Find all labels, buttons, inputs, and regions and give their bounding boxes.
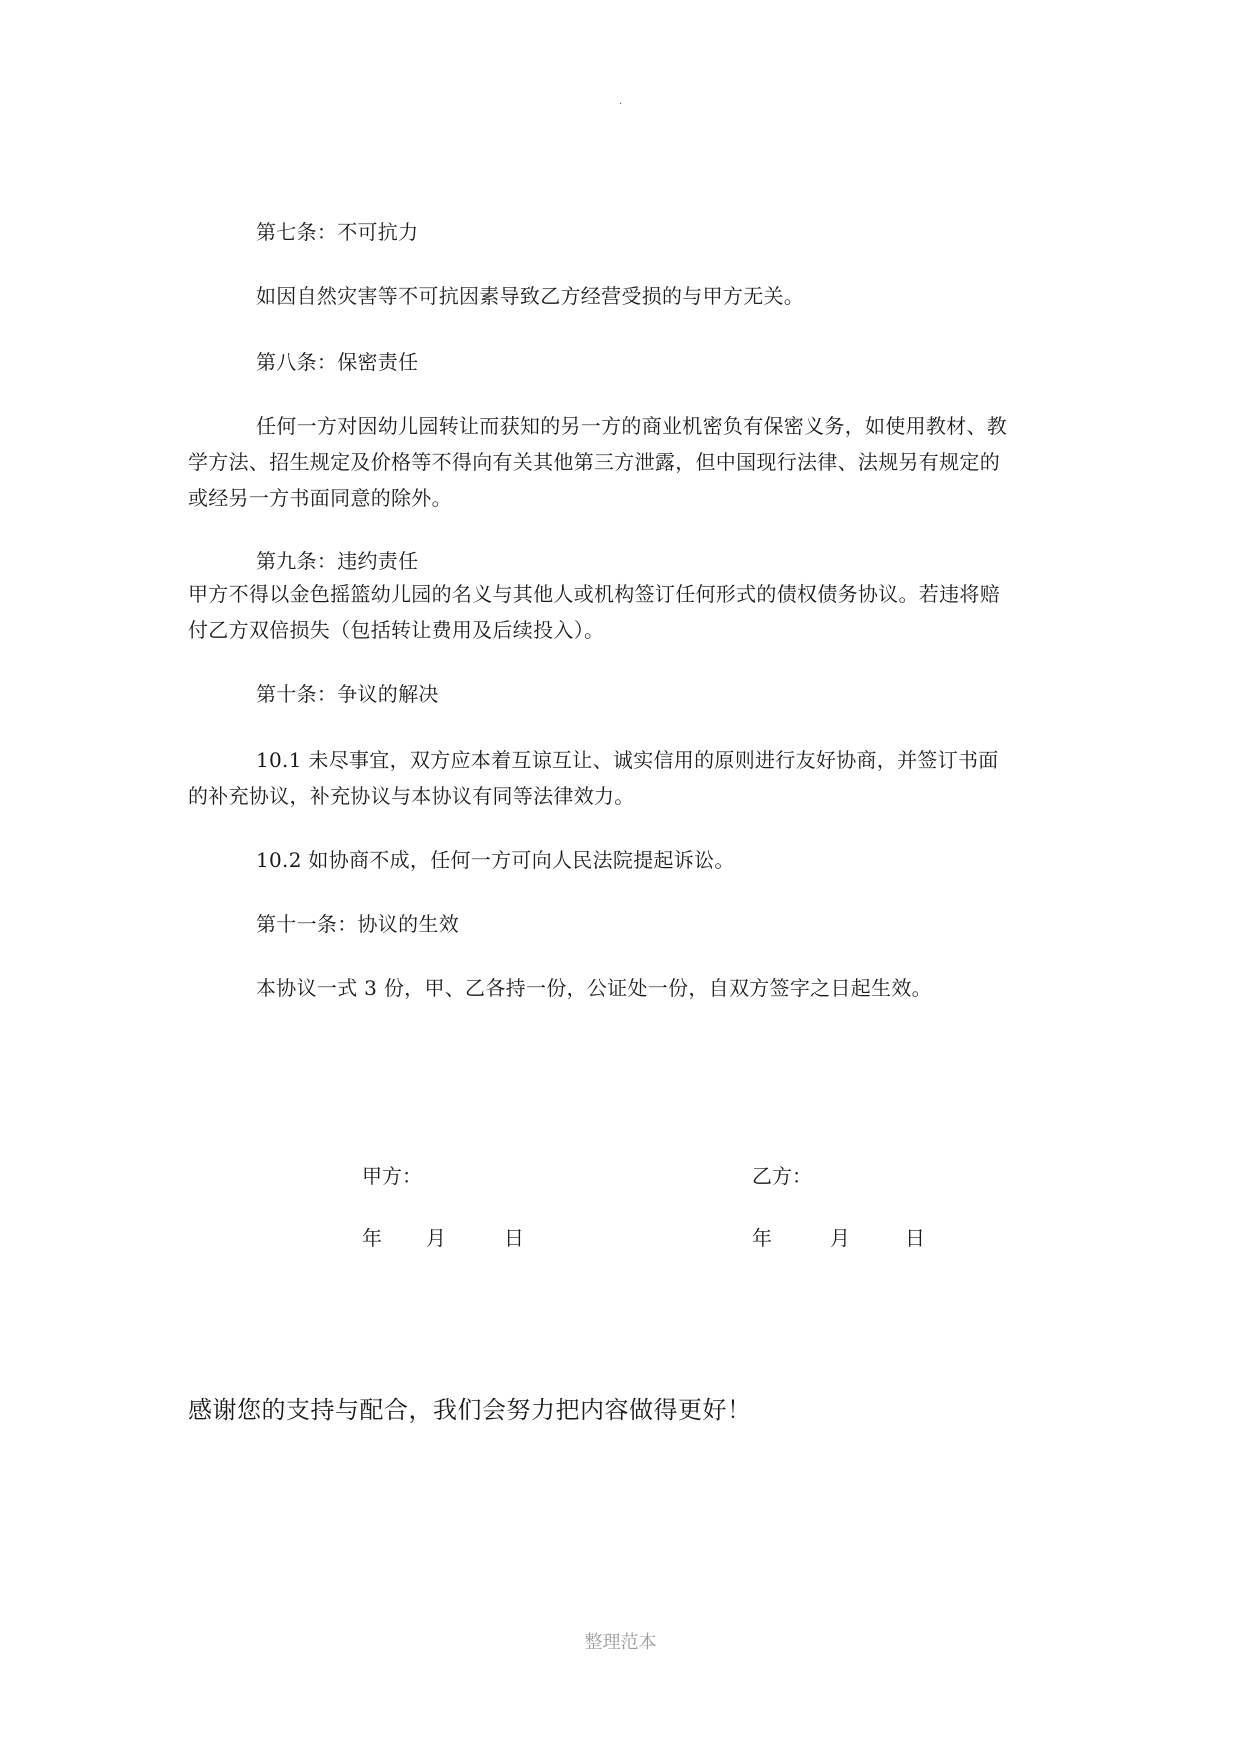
party-a-month: 月 (426, 1226, 446, 1250)
party-a-date (362, 1222, 524, 1254)
article-11-title: 第十一条：协议的生效 (256, 912, 459, 936)
article-9-line-1: 甲方不得以金色摇篮幼儿园的名义与其他人或机构签订任何形式的债权债务协议。若违将赔 (188, 582, 1000, 606)
article-7-title: 第七条：不可抗力 (256, 220, 419, 244)
article-10-clause-1-line-1: 10.1 未尽事宜，双方应本着互谅互让、诚实信用的原则进行友好协商，并签订书面 (256, 748, 999, 772)
article-9-title: 第九条：违约责任 (256, 549, 419, 573)
article-8-line-3: 或经另一方书面同意的除外。 (188, 486, 452, 510)
article-7-text: 如因自然灾害等不可抗因素导致乙方经营受损的与甲方无关。 (256, 284, 805, 308)
thanks-message: 感谢您的支持与配合，我们会努力把内容做得更好！ (188, 1396, 752, 1424)
party-a-label: 甲方： (362, 1164, 422, 1188)
page-footer: 整理范本 (584, 1632, 657, 1653)
article-9-line-2: 付乙方双倍损失（包括转让费用及后续投入）。 (188, 618, 605, 642)
article-8-line-1: 任何一方对因幼儿园转让而获知的另一方的商业机密负有保密义务，如使用教材、教 (256, 414, 1008, 438)
article-8-line-2: 学方法、招生规定及价格等不得向有关其他第三方泄露，但中国现行法律、法规另有规定的 (188, 450, 1000, 474)
article-10-clause-1-line-2: 的补充协议，补充协议与本协议有同等法律效力。 (188, 784, 635, 808)
party-a-day: 日 (504, 1226, 524, 1250)
party-a-year: 年 (362, 1226, 382, 1250)
article-10-title: 第十条：争议的解决 (256, 682, 439, 706)
party-b-month: 月 (830, 1226, 850, 1250)
party-b-label: 乙方： (752, 1164, 812, 1188)
article-8-title: 第八条：保密责任 (256, 350, 419, 374)
article-11-text: 本协议一式 3 份，甲、乙各持一份，公证处一份，自双方签字之日起生效。 (256, 976, 932, 1000)
article-10-clause-2: 10.2 如协商不成，任何一方可向人民法院提起诉讼。 (256, 848, 735, 872)
party-b-date (752, 1222, 925, 1254)
header-mark: . (618, 96, 623, 107)
party-b-day: 日 (905, 1226, 925, 1250)
party-b-year: 年 (752, 1226, 772, 1250)
